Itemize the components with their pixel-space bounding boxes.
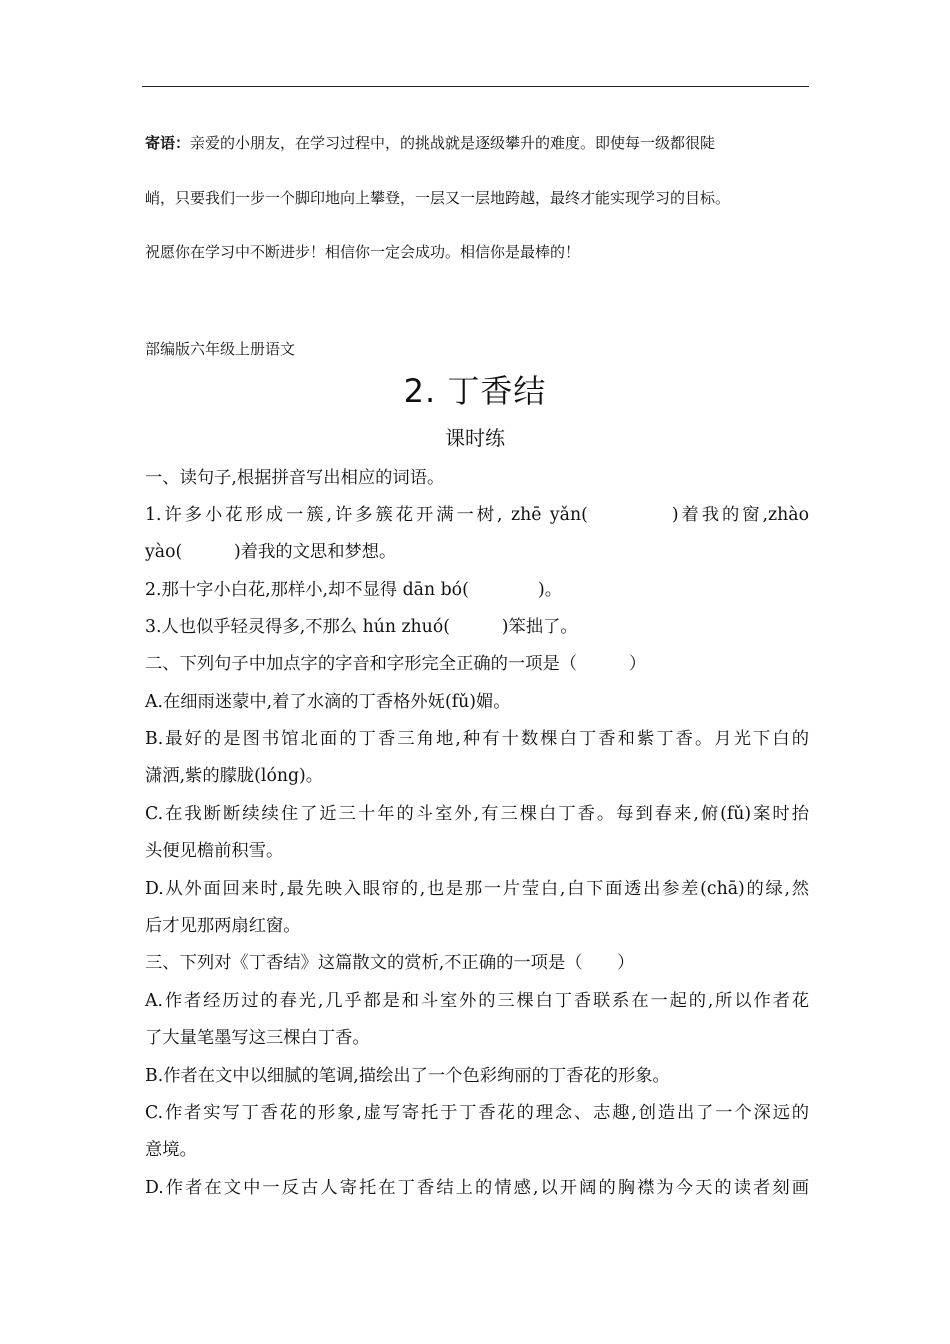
question-2: 2.那十字小白花,那样小,却不显得 dān bó( )。 xyxy=(145,580,562,600)
section-3-heading: 三、下列对《丁香结》这篇散文的赏析,不正确的一项是（ ） xyxy=(145,953,635,973)
option-3b: B.作者在文中以细腻的笔调,描绘出了一个色彩绚丽的丁香花的形象。 xyxy=(145,1066,670,1086)
section-1-heading: 一、读句子,根据拼音写出相应的词语。 xyxy=(145,468,445,488)
option-2d-line-2: 后才见那两扇红窗。 xyxy=(145,916,301,936)
option-2b-line-2: 潇洒,紫的朦胧(lóng)。 xyxy=(145,766,324,786)
message-text-1: 亲爱的小朋友，在学习过程中，的挑战就是逐级攀升的难度。即使每一级都很陡 xyxy=(190,134,716,152)
series-label: 部编版六年级上册语文 xyxy=(145,340,296,358)
question-3: 3.人也似乎轻灵得多,不那么 hún zhuó( )笨拙了。 xyxy=(145,617,578,637)
option-3c-line-1: C.作者实写丁香花的形象,虚写寄托于丁香花的理念、志趣,创造出了一个深远的 xyxy=(145,1103,809,1123)
option-3d-line-1: D.作者在文中一反古人寄托在丁香结上的情感,以开阔的胸襟为今天的读者刻画 xyxy=(145,1178,809,1198)
message-label: 寄语： xyxy=(145,134,191,152)
option-2a: A.在细雨迷蒙中,着了水滴的丁香格外妩(fǔ)媚。 xyxy=(145,692,511,712)
option-3c-line-2: 意境。 xyxy=(145,1140,197,1160)
page-subtitle: 课时练 xyxy=(445,426,505,450)
option-2d-line-1: D.从外面回来时,最先映入眼帘的,也是那一片莹白,白下面透出参差(chā)的绿,然 xyxy=(145,879,809,899)
page-title: 2. 丁香结 xyxy=(403,372,547,410)
option-2b-line-1: B.最好的是图书馆北面的丁香三角地,种有十数棵白丁香和紫丁香。月光下白的 xyxy=(145,729,809,749)
option-3a-line-1: A.作者经历过的春光,几乎都是和斗室外的三棵白丁香联系在一起的,所以作者花 xyxy=(145,991,809,1011)
section-2-heading: 二、下列句子中加点字的字音和字形完全正确的一项是（ ） xyxy=(145,654,647,674)
option-2c-line-1: C.在我断断续续住了近三十年的斗室外,有三棵白丁香。每到春来,俯(fǔ)案时抬 xyxy=(145,804,809,824)
question-1-line-1: 1.许多小花形成一簇,许多簇花开满一树, zhē yǎn( )着我的窗,zhào xyxy=(145,505,809,525)
option-2c-line-2: 头便见檐前积雪。 xyxy=(145,841,284,861)
option-3a-line-2: 了大量笔墨写这三棵白丁香。 xyxy=(145,1028,370,1048)
question-1-line-2: yào( )着我的文思和梦想。 xyxy=(145,542,397,562)
message-line-1 xyxy=(145,133,809,153)
header-rule xyxy=(142,86,809,87)
message-line-3: 祝愿你在学习中不断进步！相信你一定会成功。相信你是最棒的！ xyxy=(145,243,581,261)
message-line-2: 峭，只要我们一步一个脚印地向上攀登，一层又一层地跨越，最终才能实现学习的目标。 xyxy=(145,189,731,207)
